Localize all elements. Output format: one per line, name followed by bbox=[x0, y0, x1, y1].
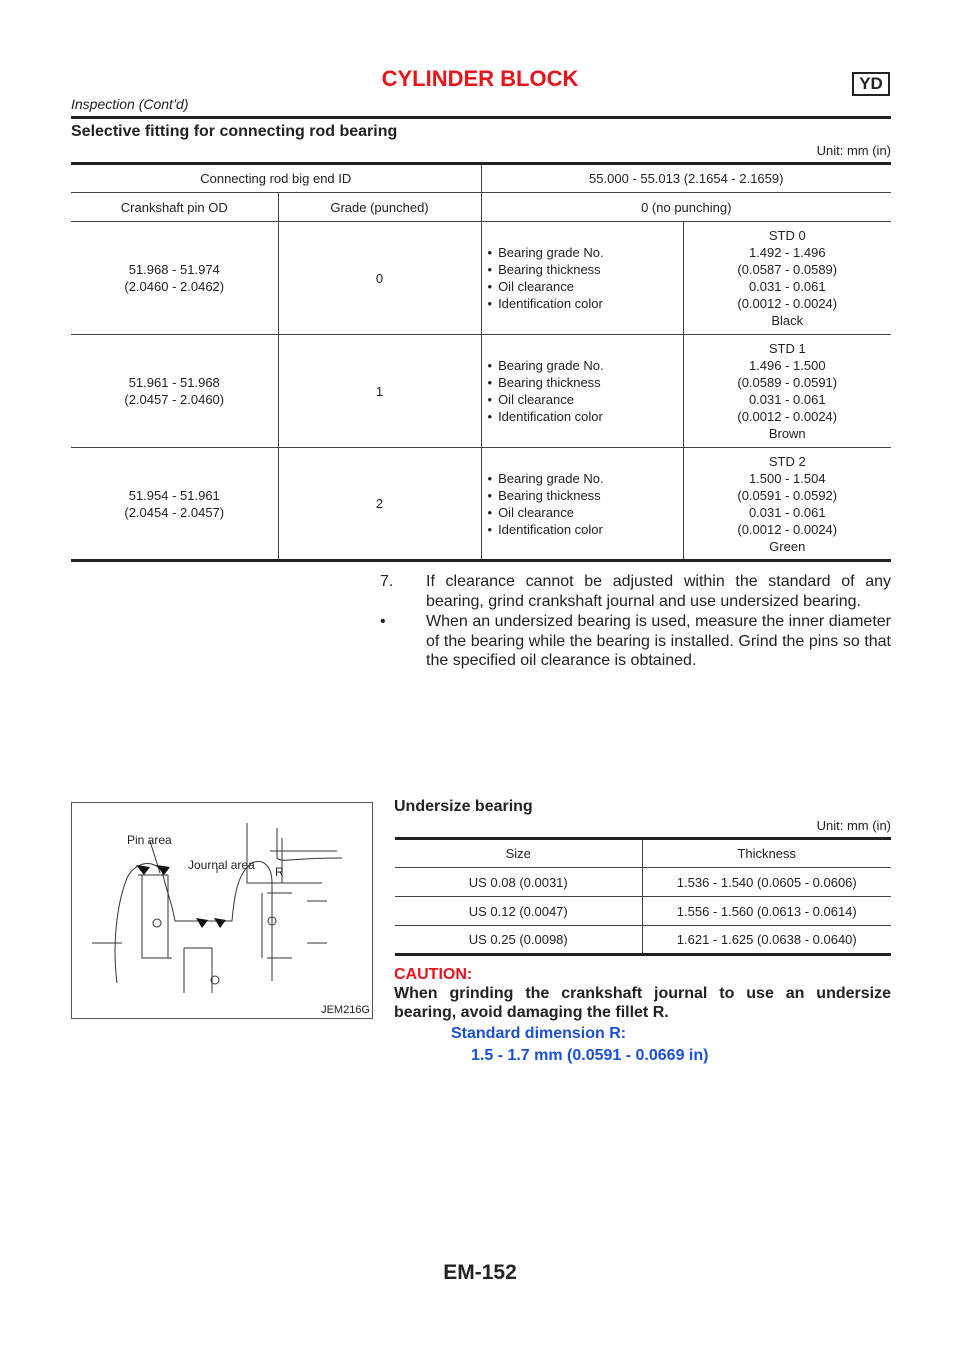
standard-value: 1.5 - 1.7 mm (0.0591 - 0.0669 in) bbox=[471, 1047, 709, 1064]
bearing-fitting-table bbox=[71, 162, 891, 562]
thickness-cell: 1.621 - 1.625 (0.0638 - 0.0640) bbox=[642, 926, 891, 955]
cell: Grade (punched) bbox=[278, 193, 481, 222]
items-cell bbox=[481, 222, 683, 335]
items-cell bbox=[481, 448, 683, 561]
value: (0.0589 - 0.0591) bbox=[737, 375, 838, 390]
step-number: 7. bbox=[380, 573, 394, 590]
header-cell: Thickness bbox=[642, 839, 891, 868]
item-label: • Identification color bbox=[488, 521, 683, 538]
item-label: • Bearing thickness bbox=[488, 487, 683, 504]
value: 0.031 - 0.061 bbox=[748, 279, 826, 294]
value: 0.031 - 0.061 bbox=[748, 392, 826, 407]
item-label: • Bearing grade No. bbox=[488, 244, 683, 261]
value: 1.492 - 1.496 bbox=[748, 245, 826, 260]
table-row bbox=[71, 335, 891, 448]
grade-cell: 0 bbox=[278, 222, 481, 335]
size-cell: US 0.08 (0.0031) bbox=[395, 868, 642, 897]
item-label: • Bearing grade No. bbox=[488, 357, 683, 374]
cell: Connecting rod big end ID bbox=[71, 164, 481, 193]
values-cell bbox=[683, 335, 891, 448]
size-cell: US 0.25 (0.0098) bbox=[395, 926, 642, 955]
od-mm: 51.961 - 51.968 bbox=[128, 375, 220, 390]
caution-label: CAUTION: bbox=[394, 966, 473, 983]
bullet-text: When an undersized bearing is used, measure the inner diameter of the bearing while the bearing is installed. Grind the pins so that the specified oil clearance is obtained. bbox=[426, 613, 891, 669]
page-number: EM-152 bbox=[443, 1261, 517, 1284]
thickness-cell: 1.556 - 1.560 (0.0613 - 0.0614) bbox=[642, 897, 891, 926]
pin-od-cell bbox=[71, 222, 278, 335]
od-mm: 51.968 - 51.974 bbox=[128, 262, 220, 277]
value: (0.0012 - 0.0024) bbox=[737, 296, 838, 311]
value: STD 1 bbox=[768, 341, 806, 356]
od-mm: 51.954 - 51.961 bbox=[128, 487, 220, 503]
item-label: • Oil clearance bbox=[488, 278, 683, 295]
table-row bbox=[71, 222, 891, 335]
cell: 55.000 - 55.013 (2.1654 - 2.1659) bbox=[481, 164, 891, 193]
pin-od-cell bbox=[71, 335, 278, 448]
header-cell: Size bbox=[395, 839, 642, 868]
item-label: • Bearing thickness bbox=[488, 261, 683, 278]
pin-od-cell bbox=[71, 448, 278, 561]
value: STD 2 bbox=[768, 453, 806, 469]
grade-cell: 1 bbox=[278, 335, 481, 448]
od-in: (2.0457 - 2.0460) bbox=[124, 392, 225, 407]
value: (0.0591 - 0.0592) bbox=[737, 487, 838, 503]
item-label: • Identification color bbox=[488, 408, 683, 425]
value: Brown bbox=[768, 426, 806, 441]
value: 0.031 - 0.061 bbox=[748, 504, 826, 520]
value: (0.0012 - 0.0024) bbox=[737, 521, 838, 537]
item-label: • Bearing grade No. bbox=[488, 470, 683, 487]
caution-text: When grinding the crankshaft journal to use an undersize bearing, avoid damaging the fillet R. bbox=[394, 985, 891, 1021]
table-row bbox=[395, 868, 891, 897]
items-cell bbox=[481, 335, 683, 448]
value: Green bbox=[769, 538, 806, 554]
item-label: • Oil clearance bbox=[488, 391, 683, 408]
table-row bbox=[71, 448, 891, 561]
item-label: • Identification color bbox=[488, 295, 683, 312]
value: Black bbox=[771, 313, 804, 328]
pin-area-label: Pin area bbox=[127, 833, 172, 847]
od-in: (2.0454 - 2.0457) bbox=[124, 504, 225, 520]
grade-cell: 2 bbox=[278, 448, 481, 561]
page-title: CYLINDER BLOCK bbox=[381, 66, 579, 91]
step-7: 7. If clearance cannot be adjusted within the standard of any bearing, grind crankshaft journal and use undersized bearing. • When an undersized bearing is used, measure the inner diameter of the bearing while the bearing is installed. Grind the pins so that the specified oil clearance is obtained. bbox=[380, 573, 891, 669]
values-cell bbox=[683, 448, 891, 561]
step-text: If clearance cannot be adjusted within the standard of any bearing, grind crankshaft journal and use undersized bearing. bbox=[426, 573, 891, 610]
value: 1.496 - 1.500 bbox=[748, 358, 826, 373]
value: 1.500 - 1.504 bbox=[748, 470, 826, 486]
thickness-cell: 1.536 - 1.540 (0.0605 - 0.0606) bbox=[642, 868, 891, 897]
value: STD 0 bbox=[768, 228, 806, 243]
figure-code: JEM216G bbox=[321, 1004, 370, 1016]
item-label: • Oil clearance bbox=[488, 504, 683, 521]
unit-label: Unit: mm (in) bbox=[816, 143, 891, 158]
value: (0.0587 - 0.0589) bbox=[737, 262, 838, 277]
cell: Crankshaft pin OD bbox=[71, 193, 278, 222]
table-row bbox=[395, 926, 891, 955]
size-cell: US 0.12 (0.0047) bbox=[395, 897, 642, 926]
undersize-table bbox=[395, 837, 891, 956]
od-in: (2.0460 - 2.0462) bbox=[124, 279, 225, 294]
journal-area-label: Journal area bbox=[188, 858, 255, 872]
item-label: • Bearing thickness bbox=[488, 374, 683, 391]
value: (0.0012 - 0.0024) bbox=[737, 409, 838, 424]
section-subtitle: Inspection (Cont’d) bbox=[71, 96, 189, 112]
divider bbox=[71, 116, 891, 119]
section-heading: Selective fitting for connecting rod bearing bbox=[71, 123, 398, 140]
table-row bbox=[395, 897, 891, 926]
standard-label: Standard dimension R: bbox=[451, 1025, 627, 1042]
fillet-r-label: R bbox=[275, 865, 284, 879]
unit-label: Unit: mm (in) bbox=[816, 818, 891, 833]
engine-badge: YD bbox=[852, 72, 890, 96]
values-cell bbox=[683, 222, 891, 335]
crankshaft-figure bbox=[71, 802, 373, 1019]
section-heading: Undersize bearing bbox=[394, 798, 533, 815]
cell: 0 (no punching) bbox=[481, 193, 891, 222]
